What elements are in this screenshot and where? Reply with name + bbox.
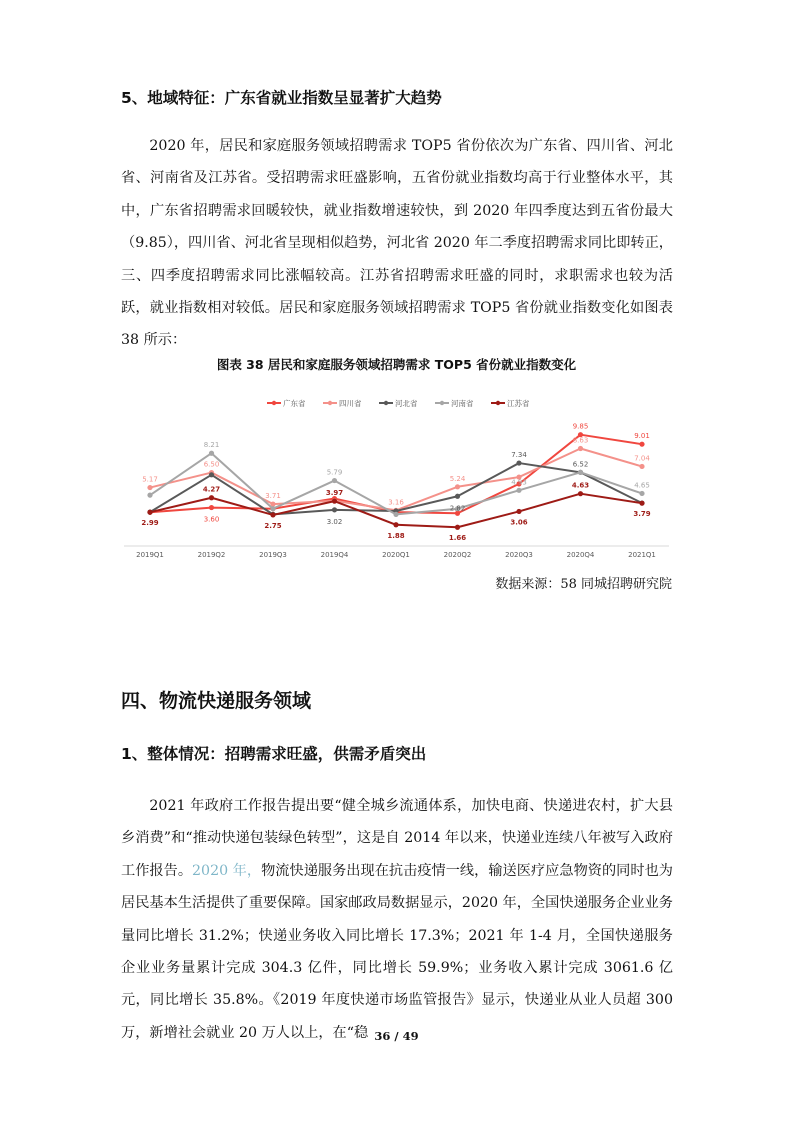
legend-label: 河北省 bbox=[395, 399, 418, 408]
data-point bbox=[455, 494, 460, 499]
chart-series-lines bbox=[147, 432, 644, 530]
data-label: 4.63 bbox=[571, 481, 590, 490]
data-label: 4.93 bbox=[511, 478, 527, 487]
x-tick-label: 2019Q2 bbox=[197, 551, 226, 559]
legend-marker bbox=[272, 401, 276, 405]
chart-legend bbox=[267, 398, 530, 408]
data-point bbox=[332, 478, 337, 483]
data-label: 3.02 bbox=[326, 517, 343, 526]
data-point bbox=[147, 493, 152, 498]
data-label: 5.79 bbox=[326, 468, 343, 477]
data-label: 2.99 bbox=[141, 519, 159, 528]
legend-label: 河南省 bbox=[451, 399, 474, 408]
paragraph-logistics bbox=[121, 790, 673, 1049]
data-label: 7.04 bbox=[634, 454, 650, 463]
data-point bbox=[578, 491, 583, 496]
data-point bbox=[270, 512, 275, 517]
data-label: 3.60 bbox=[203, 515, 220, 524]
figure-caption: 图表 38 居民和家庭服务领域招聘需求 TOP5 省份就业指数变化 bbox=[216, 357, 577, 372]
data-label: 3.16 bbox=[388, 498, 404, 507]
legend-marker bbox=[440, 401, 444, 405]
data-point bbox=[332, 499, 337, 504]
data-label: 4.65 bbox=[634, 481, 650, 490]
data-point bbox=[455, 484, 460, 489]
data-point bbox=[516, 509, 521, 514]
legend-marker bbox=[384, 401, 388, 405]
subsection-heading: 1、整体情况：招聘需求旺盛，供需矛盾突出 bbox=[121, 745, 427, 763]
data-label: 6.50 bbox=[203, 460, 220, 469]
data-label: 3.79 bbox=[633, 510, 651, 519]
data-label: 5.17 bbox=[142, 475, 158, 484]
data-point bbox=[455, 525, 460, 530]
data-label: 8.63 bbox=[572, 436, 589, 445]
data-point bbox=[393, 512, 398, 517]
data-label: 2.75 bbox=[264, 521, 282, 530]
data-point bbox=[516, 460, 521, 465]
data-label: 9.01 bbox=[634, 432, 650, 441]
chart-svg bbox=[112, 386, 682, 566]
data-point bbox=[516, 488, 521, 493]
chart-source: 数据来源：58 同城招聘研究院 bbox=[495, 577, 672, 592]
data-point bbox=[578, 470, 583, 475]
x-tick-label: 2019Q1 bbox=[136, 551, 164, 559]
data-label: 9.85 bbox=[572, 422, 589, 431]
data-label: 2.82 bbox=[449, 504, 466, 513]
legend-label: 江苏省 bbox=[507, 399, 530, 408]
data-point bbox=[639, 501, 644, 506]
chapter-heading: 四、物流快递服务领域 bbox=[121, 690, 312, 712]
paragraph-intro: 2020 年，居民和家庭服务领域招聘需求 TOP5 省份依次为广东省、四川省、河北省、河南省及江苏省。受招聘需求旺盛影响，五省份就业指数均高于行业整体水平，其中，广东省招聘需求回暖较快，就业指数增速较快，到 2020 年四季度达到五省份最大（9.85），四川省、河北省呈现相似趋势，河北省 2020 年二季度招聘需求同比即转正，三、四季度招聘需求同比涨幅较高。江苏省招聘需求旺盛的同时，求职需求也较为活跃，就业指数相对较低。居民和家庭服务领域招聘需求 TOP5 省份就业指数变化如图表 38 所示： bbox=[121, 138, 673, 349]
data-point bbox=[639, 491, 644, 496]
data-point bbox=[639, 464, 644, 469]
data-point bbox=[209, 495, 214, 500]
data-label: 3.97 bbox=[325, 489, 344, 498]
data-label: 1.66 bbox=[448, 534, 467, 543]
data-point bbox=[332, 507, 337, 512]
x-tick-label: 2020Q2 bbox=[443, 551, 472, 559]
section-heading: 5、地域特征：广东省就业指数呈显著扩大趋势 bbox=[121, 89, 442, 107]
data-point bbox=[209, 505, 214, 510]
data-point bbox=[209, 472, 214, 477]
x-tick-label: 2020Q3 bbox=[505, 551, 533, 559]
line-chart bbox=[112, 386, 682, 566]
data-point bbox=[639, 442, 644, 447]
data-label: 1.88 bbox=[387, 531, 405, 540]
data-label: 8.21 bbox=[203, 441, 220, 450]
x-tick-label: 2020Q1 bbox=[382, 551, 410, 559]
data-point bbox=[147, 510, 152, 515]
data-label: 3.71 bbox=[265, 492, 281, 501]
series-line bbox=[150, 460, 642, 514]
data-point bbox=[578, 446, 583, 451]
data-point bbox=[393, 522, 398, 527]
data-point bbox=[270, 506, 275, 511]
page-number: 36 / 49 bbox=[374, 1029, 419, 1043]
data-label: 5.24 bbox=[449, 474, 466, 483]
data-point bbox=[209, 451, 214, 456]
data-label: 7.34 bbox=[511, 451, 527, 460]
legend-marker bbox=[328, 401, 332, 405]
x-tick-label: 2020Q4 bbox=[566, 551, 595, 559]
legend-marker bbox=[496, 401, 500, 405]
x-tick-label: 2019Q3 bbox=[259, 551, 287, 559]
paragraph-logistics-part1: 2021 年政府工作报告提出要“健全城乡流通体系，加快电商、快递进农村，扩大县乡消费”和“推动快递包装绿色转型”，这是自 2014 年以来，快递业连续八年被写入政府工作报告。 bbox=[121, 798, 673, 879]
data-label: 3.06 bbox=[510, 518, 528, 527]
chart-x-axis bbox=[124, 546, 669, 559]
paragraph-logistics-highlight: 2020 年， bbox=[192, 862, 262, 879]
legend-label: 四川省 bbox=[339, 399, 362, 408]
paragraph-logistics-part2: 物流快递服务出现在抗击疫情一线，输送医疗应急物资的同时也为居民基本生活提供了重要保障。国家邮政局数据显示，2020 年，全国快递服务企业业务量同比增长 31.2%；快递业务收入同比增长 17.3%；2021 年 1-4 月，全国快递服务企业业务量累计完成 304.3 亿件，同比增长 59.9%；业务收入累计完成 3061.6 亿元，同比增长 35.8%。《2019 年度快递市场监管报告》显示，快递业从业人员超 300 万，新增社会就业 20 万人以上，在“稳 bbox=[121, 862, 673, 1041]
x-tick-label: 2021Q1 bbox=[628, 551, 656, 559]
legend-label: 广东省 bbox=[283, 399, 306, 408]
data-label: 6.52 bbox=[572, 460, 589, 469]
x-tick-label: 2019Q4 bbox=[320, 551, 349, 559]
data-label: 4.27 bbox=[202, 485, 221, 494]
data-point bbox=[147, 485, 152, 490]
